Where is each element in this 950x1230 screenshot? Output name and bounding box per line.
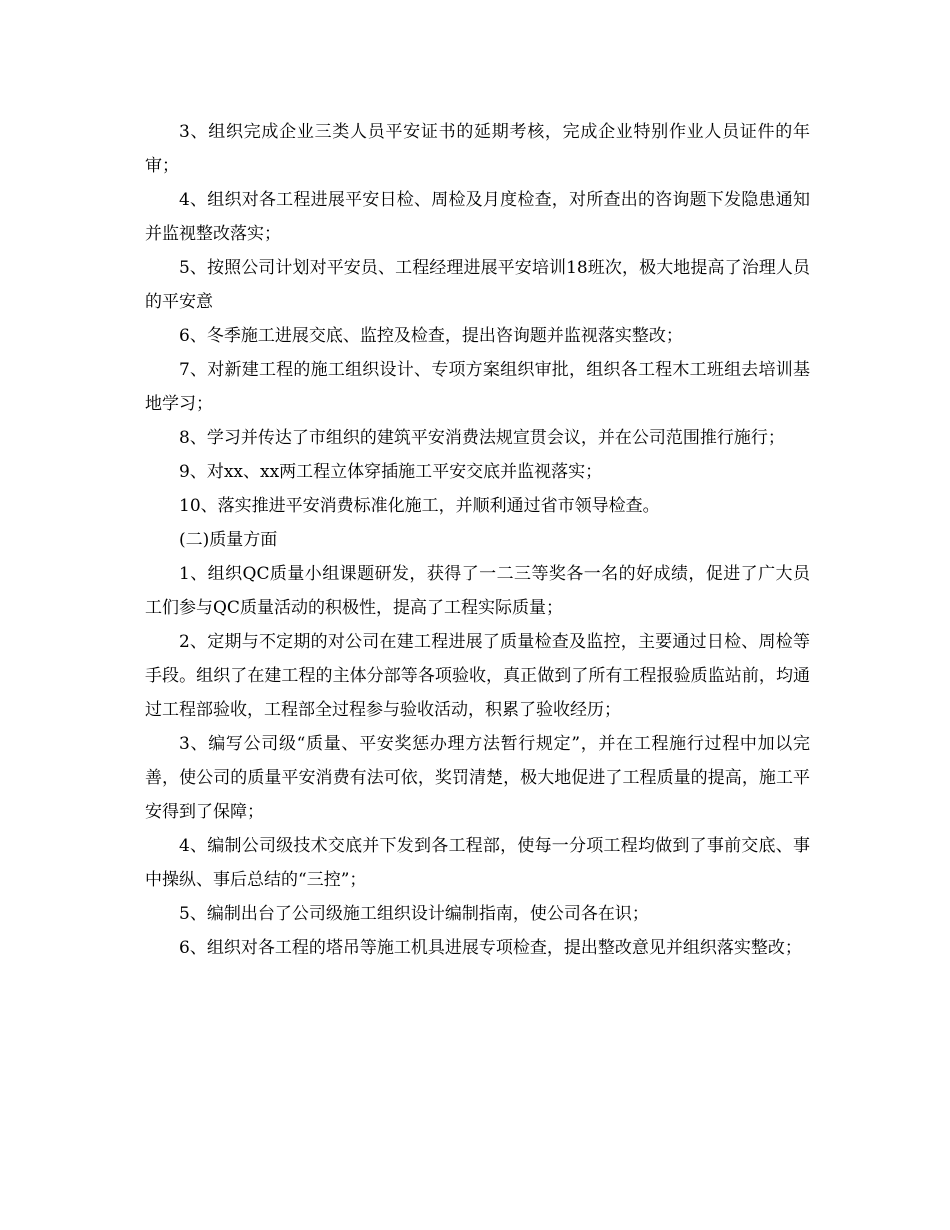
paragraph-safety-item-10: 10、落实推进平安消费标准化施工，并顺利通过省市领导检查。 xyxy=(179,496,660,516)
paragraph-safety-item-8: 8、学习并传达了市组织的建筑平安消费法规宣贯会议，并在公司范围推行施行； xyxy=(179,428,785,448)
document-body xyxy=(145,115,810,965)
section-heading-quality: (二)质量方面 xyxy=(179,530,278,550)
paragraph-quality-item-4: 4、编制公司级技术交底并下发到各工程部，使每一分项工程均做到了事前交底、事中操纵、事后总结的“三控”； xyxy=(145,836,810,890)
paragraph-safety-item-4: 4、组织对各工程进展平安日检、周检及月度检查，对所查出的咨询题下发隐患通知并监视整改落实； xyxy=(145,190,810,244)
paragraph-quality-item-3: 3、编写公司级“质量、平安奖惩办理方法暂行规定”，并在工程施行过程中加以完善，使公司的质量平安消费有法可依，奖罚清楚，极大地促进了工程质量的提高，施工平安得到了保障； xyxy=(145,734,810,822)
paragraph-safety-item-5: 5、按照公司计划对平安员、工程经理进展平安培训18班次，极大地提高了治理人员的平安意 xyxy=(145,258,810,312)
paragraph-safety-item-7: 7、对新建工程的施工组织设计、专项方案组织审批，组织各工程木工班组去培训基地学习； xyxy=(145,360,810,414)
paragraph-quality-item-5: 5、编制出台了公司级施工组织设计编制指南，使公司各在识； xyxy=(179,904,649,924)
paragraph-quality-item-1: 1、组织QC质量小组课题研发，获得了一二三等奖各一名的好成绩，促进了广大员工们参与QC质量活动的积极性，提高了工程实际质量； xyxy=(145,564,810,618)
paragraph-quality-item-6: 6、组织对各工程的塔吊等施工机具进展专项检查，提出整改意见并组织落实整改； xyxy=(179,938,802,958)
paragraph-safety-item-3: 3、组织完成企业三类人员平安证书的延期考核，完成企业特别作业人员证件的年审； xyxy=(145,122,810,176)
paragraph-safety-item-6: 6、冬季施工进展交底、监控及检查，提出咨询题并监视落实整改； xyxy=(179,326,683,346)
paragraph-quality-item-2: 2、定期与不定期的对公司在建工程进展了质量检查及监控，主要通过日检、周检等手段。组织了在建工程的主体分部等各项验收，真正做到了所有工程报验质监站前，均通过工程部验收，工程部全过程参与验收活动，积累了验收经历； xyxy=(145,632,810,720)
paragraph-safety-item-9: 9、对xx、xx两工程立体穿插施工平安交底并监视落实； xyxy=(179,462,603,482)
